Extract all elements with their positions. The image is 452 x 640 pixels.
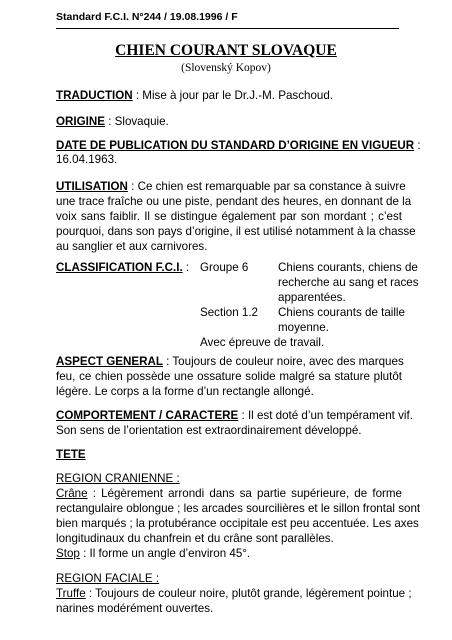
crane-label: Crâne (56, 487, 88, 500)
origine-text: : Slovaquie. (104, 115, 169, 128)
aspect-line1: ASPECT GENERAL : Toujours de couleur noire, avec des marques (56, 355, 404, 368)
origine-section (56, 114, 169, 129)
region-faciale-heading: REGION FACIALE : (56, 572, 160, 585)
classification-section-desc2: moyenne. (278, 321, 329, 334)
crane-line3: bien marqués ; la protubérance occipitale est peu accentuée. Les axes (56, 517, 419, 530)
classification-epreuve: Avec épreuve de travail. (200, 336, 325, 349)
date-publication-label: DATE DE PUBLICATION DU STANDARD D’ORIGINE EN VIGUEUR (56, 139, 415, 152)
standard-header: Standard F.C.I. N°244 / 19.08.1996 / F (56, 11, 238, 23)
utilisation-line2: une trace fraîche ou une piste, pendant des heures, en donnant de la (56, 195, 412, 208)
comportement-label: COMPORTEMENT / CARACTERE (56, 409, 239, 422)
truffe-line1: Truffe : Toujours de couleur noire, plutôt grande, légèrement pointue ; (56, 587, 412, 600)
header-rule (56, 28, 399, 29)
aspect-line2: feu, ce chien possède une ossature solide malgré sa stature plutôt (56, 370, 402, 383)
aspect-label: ASPECT GENERAL (56, 355, 163, 368)
classification-groupe-desc3: apparentées. (278, 291, 346, 304)
aspect-line3: légère. Le corps a la forme d’un rectangle allongé. (56, 385, 314, 398)
document-subtitle: (Slovenský Kopov) (181, 62, 271, 74)
utilisation-line4: pourquoi, dans son pays d’origine, il est utilisé notamment à la chasse (56, 225, 416, 238)
comportement-line1: COMPORTEMENT / CARACTERE : Il est doté d’un tempérament vif. (56, 409, 413, 422)
date-publication-line1 (56, 138, 421, 153)
utilisation-line1: UTILISATION : Ce chien est remarquable par sa constance à suivre (56, 180, 406, 193)
date-publication-sep: : (414, 139, 421, 152)
truffe-line2: narines modérément ouvertes. (56, 602, 214, 615)
comportement-line2: Son sens de l’orientation est extraordinairement développé. (56, 424, 362, 437)
traduction-section (56, 88, 333, 103)
utilisation-label: UTILISATION (56, 180, 128, 193)
classification-label: CLASSIFICATION F.C.I. (56, 261, 183, 274)
utilisation-line5: au sanglier et aux carnivores. (56, 240, 208, 253)
tete-heading: TETE (56, 448, 86, 461)
stop-label: Stop (56, 547, 80, 560)
crane-line1: Crâne : Légèrement arrondi dans sa partie supérieure, de forme (56, 487, 402, 500)
utilisation-line3: voix sans faiblir. Il se distingue également par son mordant ; c’est (56, 210, 402, 223)
classification-groupe-desc2: recherche au sang et races (278, 276, 419, 289)
classification-label-line: CLASSIFICATION F.C.I. : (56, 261, 190, 274)
crane-line4: longitudinaux du chanfrein et du crâne sont parallèles. (56, 532, 334, 545)
document-title: CHIEN COURANT SLOVAQUE (115, 42, 337, 59)
date-publication-value: 16.04.1963. (56, 153, 118, 166)
classification-section-desc1: Chiens courants de taille (278, 306, 405, 319)
stop-line: Stop : Il forme un angle d’environ 45°. (56, 547, 251, 560)
truffe-label: Truffe (56, 587, 86, 600)
classification-section: Section 1.2 (200, 306, 259, 319)
classification-groupe-desc1: Chiens courants, chiens de (278, 261, 418, 274)
traduction-label: TRADUCTION (56, 89, 133, 102)
crane-line2: rectangulaire oblongue ; les arcades sourcilières et le sillon frontal sont (56, 502, 421, 515)
origine-label: ORIGINE (56, 115, 105, 128)
traduction-text: : Mise à jour par le Dr.J.-M. Paschoud. (132, 89, 334, 102)
region-cranienne-heading: REGION CRANIENNE : (56, 472, 180, 485)
classification-groupe: Groupe 6 (200, 261, 249, 274)
